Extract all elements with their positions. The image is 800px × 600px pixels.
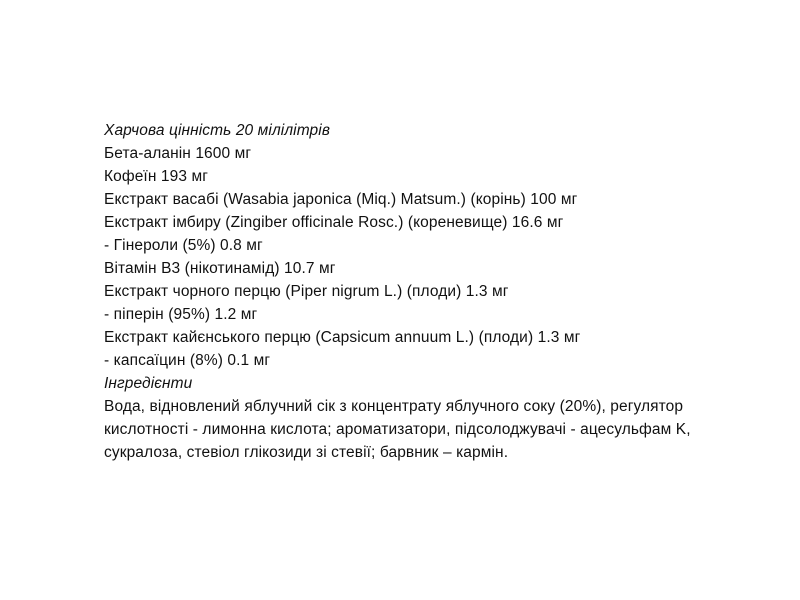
nutrition-row: Бета-аланін 1600 мг [104,145,252,162]
nutrition-row: - капсаїцин (8%) 0.1 мг [104,352,271,369]
nutrition-row: - піперін (95%) 1.2 мг [104,306,258,323]
nutrition-row: - Гінероли (5%) 0.8 мг [104,237,263,254]
nutrition-row: Екстракт чорного перцю (Piper nigrum L.) (плоди) 1.3 мг [104,283,509,300]
nutrition-row: Вітамін B3 (нікотинамід) 10.7 мг [104,260,336,277]
ingredients-heading: Інгредієнти [104,375,193,392]
nutrition-heading: Харчова цінність 20 мілілітрів [104,122,331,139]
product-label-text [104,119,744,464]
nutrition-row: Екстракт імбиру (Zingiber officinale Rosc.) (кореневище) 16.6 мг [104,214,564,231]
nutrition-row: Екстракт кайєнського перцю (Capsicum annuum L.) (плоди) 1.3 мг [104,329,581,346]
nutrition-row: Екстракт васабі (Wasabia japonica (Miq.) Matsum.) (корінь) 100 мг [104,191,578,208]
ingredients-text: Вода, відновлений яблучний сік з концентрату яблучного соку (20%), регулятор кислотності - лимонна кислота; ароматизатори, підсолоджувачі - ацесульфам K, сукралоза, стевіол глікозиди зі стевії; барвник – кармін. [104,398,691,461]
nutrition-row: Кофеїн 193 мг [104,168,208,185]
